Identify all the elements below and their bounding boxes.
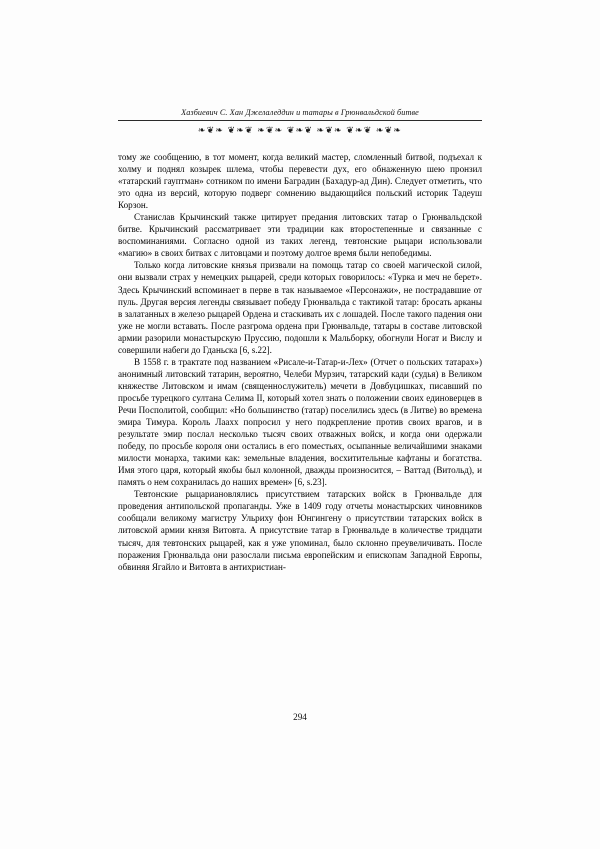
header-rule [118, 120, 482, 121]
paragraph: Станислав Крычинский также цитирует предания литовских татар о Грюнвальдской битве. Крычинский рассматривает эти традиции как второстепенные и связанные с воспоминаниями. Согласно одной из таких легенд, тевтонские рыцари использовали «магию» в своих битвах с литовцами и поэтому долгое время были непобедимы. [118, 212, 482, 259]
paragraph: В 1558 г. в трактате под названием «Рисале-и-Татар-и-Лех» (Отчет о польских татарах») анонимный литовский татарин, вероятно, Челеби Мурзич, татарский кади (судья) в Великом княжестве Литовском и имам (священнослужитель) мечети в Довбуцишках, писавший по просьбе турецкого султана Селима II, который хотел знать о положении своих единоверцев в Речи Посполитой, сообщил: «Но большинство (татар) поселились здесь (в Литве) во времена эмира Тимура. Король Лаахх попросил у него подкрепление против своих врагов, и в результате эмир послал несколько тысяч своих отважных войск, и когда они одержали победу, по просьбе короля они остались в его поместьях, осыпанные величайшими знаками милости монарха, такими как: земельные владения, восхитительные кафтаны и богатства. Имя этого царя, который якобы был колонной, дважды произносится, – Ваттад (Витольд), и память о нем сохранилась до наших времен» [6, s.23]. [118, 356, 482, 488]
page-number: 294 [293, 712, 307, 722]
body-text [118, 151, 482, 573]
running-head: Хазбиевич С. Хан Джелаледдин и татары в Грюнвальдской битве [181, 108, 419, 117]
paragraph: Тевтонские рыцариановлялись присутствием татарских войск в Грюнвальде для проведения антипольской пропаганды. Уже в 1409 году отчеты монастырских чиновников сообщали великому магистру Ульриху фон Юнгингену о присутствии татарских войск в литовской армии князя Витовта. А присутствие татар в Грюнвальде в количестве тридцати тысяч, для тевтонских рыцарей, как я уже упоминал, было склонно преувеличивать. После поражения Грюнвальда они разослали письма европейским и епископам Западной Европы, обвиняя Ягайло и Витовта в антихристиан- [118, 489, 482, 572]
ornament-divider: ❧❦❧ ❦❧❦ ❧❦❧ ❦❧❦ ❧❦❧ ❦❧❦ ❧❦❧ [197, 126, 403, 135]
page-content [118, 108, 482, 573]
paragraph: тому же сообщению, в тот момент, когда великий мастер, сломленный битвой, подъехал к холму и поднял козырек шлема, чтобы перевести дух, его обнаженную шею пронзил «татарский гауптман» сотником по имени Баградин (Бахадур-ад Дин). Следует отметить, что это одна из версий, которую подверг сомнению выдающийся польский историк Тадеуш Корзон. [118, 152, 482, 211]
paragraph: Только когда литовские князья призвали на помощь татар со своей магической силой, они вызвали страх у немецких рыцарей, среди которых говорилось: «Турка и меч не берет». Здесь Крычинский вспоминает в перве в так называемое «Персонажи», не пострадавшие от пуль. Другая версия легенды связывает победу Грюнвальда с тактикой татар: бросать арканы в залатанных в железо рыцарей Ордена и стаскивать их с лошадей. После такого падения они уже не могли вставать. После разгрома ордена при Грюнвальде, татары в составе литовской армии разорили монастырскую Пруссию, подошли к Мальборку, обогнули Ногат и Вислу и совершили набеги до Гданьска [6, s.22]. [118, 260, 482, 355]
